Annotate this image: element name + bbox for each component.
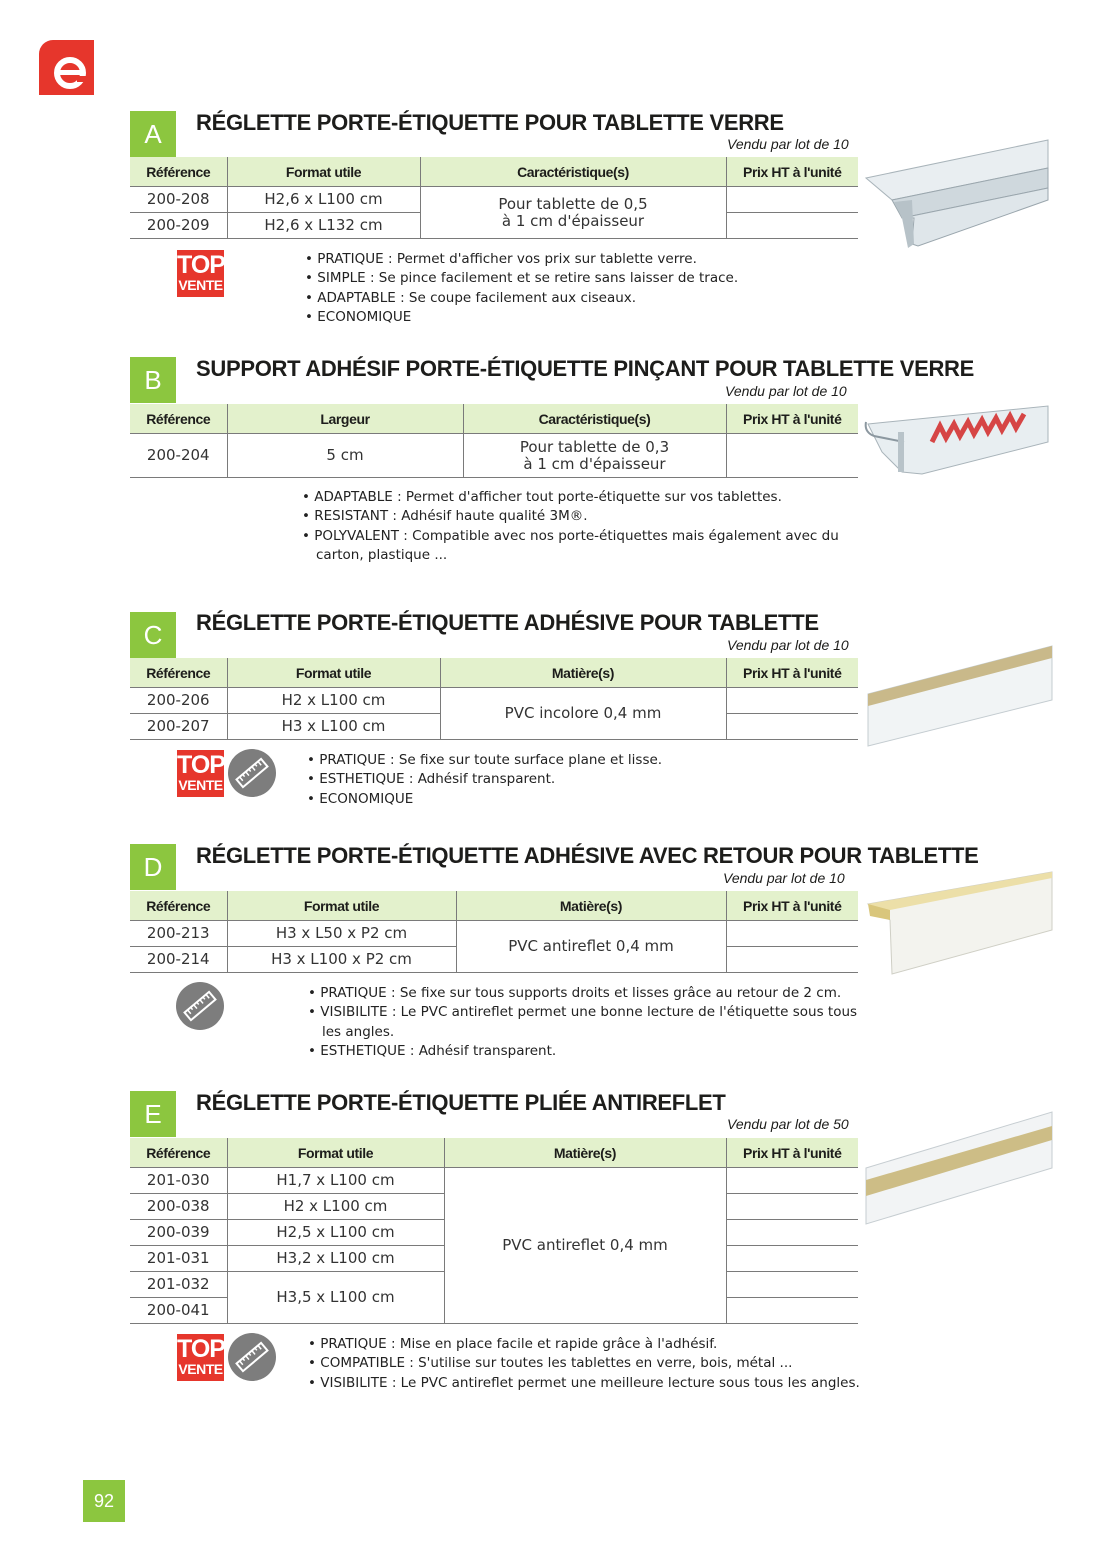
characteristic-cell — [463, 434, 726, 478]
section-e-lot: Vendu par lot de 50 — [727, 1116, 849, 1132]
ref-cell: 200-038 — [130, 1194, 227, 1220]
ref-cell: 200-209 — [130, 213, 227, 239]
section-a-letter: A — [130, 111, 176, 157]
section-a-lot: Vendu par lot de 10 — [727, 136, 849, 152]
characteristic-line: à 1 cm d'épaisseur — [501, 211, 645, 230]
ref-cell: 200-039 — [130, 1220, 227, 1246]
list-item: • ECONOMIQUE — [307, 790, 867, 809]
list-item: • PRATIQUE : Permet d'afficher vos prix sur tablette verre. — [305, 250, 865, 269]
badge-line: TOP — [177, 251, 225, 279]
section-c-letter: C — [130, 612, 176, 658]
table-row — [130, 921, 858, 947]
price-cell — [726, 1220, 858, 1246]
top-vente-badge — [177, 1334, 224, 1381]
format-cell: 5 cm — [227, 434, 463, 478]
badge-line: TOP — [177, 751, 225, 779]
format-cell: H3 x L50 x P2 cm — [227, 921, 456, 947]
price-cell — [726, 1168, 858, 1194]
price-cell — [726, 1246, 858, 1272]
table-row — [130, 434, 858, 478]
list-item: • ECONOMIQUE — [305, 308, 865, 327]
section-d-title: RÉGLETTE PORTE-ÉTIQUETTE ADHÉSIVE AVEC RETOUR POUR TABLETTE — [196, 843, 979, 868]
header-price: Prix HT à l'unité — [726, 157, 858, 187]
table-row — [130, 688, 858, 714]
product-image-b — [862, 402, 1052, 482]
ref-cell: 201-030 — [130, 1168, 227, 1194]
ref-cell: 200-214 — [130, 947, 227, 973]
table-row — [130, 1168, 858, 1194]
characteristic-line: Pour tablette de 0,5 — [498, 194, 648, 213]
list-item: • ESTHETIQUE : Adhésif transparent. — [307, 770, 867, 789]
format-cell: H2 x L100 cm — [227, 1194, 444, 1220]
section-e-table — [130, 1138, 858, 1324]
page-number: 92 — [83, 1480, 125, 1522]
ref-cell: 200-208 — [130, 187, 227, 213]
header-reference: Référence — [130, 658, 227, 688]
section-c-lot: Vendu par lot de 10 — [727, 637, 849, 653]
product-image-c — [866, 642, 1054, 748]
price-cell — [726, 434, 858, 478]
section-b-letter: B — [130, 357, 176, 403]
list-item: • POLYVALENT : Compatible avec nos porte-étiquettes mais également avec du carton, plastique ... — [302, 527, 862, 566]
section-a-bullets — [305, 250, 865, 327]
section-c-table — [130, 658, 858, 740]
section-e-bullets — [308, 1335, 883, 1393]
section-b-bullets — [302, 488, 862, 565]
header-format: Format utile — [227, 658, 440, 688]
header-material: Matière(s) — [456, 891, 726, 921]
format-cell: H2,6 x L132 cm — [227, 213, 420, 239]
header-price: Prix HT à l'unité — [726, 1138, 858, 1168]
header-format: Format utile — [227, 1138, 444, 1168]
section-a-table — [130, 157, 858, 239]
ref-cell: 200-207 — [130, 714, 227, 740]
price-cell — [726, 688, 858, 714]
format-cell: H1,7 x L100 cm — [227, 1168, 444, 1194]
ruler-icon — [228, 749, 276, 797]
section-d-table — [130, 891, 858, 973]
header-width: Largeur — [227, 404, 463, 434]
badge-line: VENTE — [178, 777, 223, 793]
list-item: • RESISTANT : Adhésif haute qualité 3M®. — [302, 507, 862, 526]
header-reference: Référence — [130, 891, 227, 921]
header-material: Matière(s) — [440, 658, 726, 688]
price-cell — [726, 714, 858, 740]
ref-cell: 200-204 — [130, 434, 227, 478]
list-item: • ADAPTABLE : Se coupe facilement aux ciseaux. — [305, 289, 865, 308]
format-cell: H3 x L100 cm — [227, 714, 440, 740]
price-cell — [726, 921, 858, 947]
characteristic-line: à 1 cm d'épaisseur — [523, 454, 666, 473]
ruler-icon — [176, 982, 224, 1030]
list-item: • VISIBILITE : Le PVC antireflet permet une meilleure lecture sous tous les angles. — [308, 1374, 883, 1393]
list-item: • VISIBILITE : Le PVC antireflet permet une bonne lecture de l'étiquette sous tous les angles. — [308, 1003, 873, 1042]
material-cell: PVC incolore 0,4 mm — [440, 688, 726, 740]
price-cell — [726, 187, 858, 213]
product-image-a — [862, 138, 1052, 250]
ref-cell: 201-032 — [130, 1272, 227, 1298]
list-item: • PRATIQUE : Mise en place facile et rapide grâce à l'adhésif. — [308, 1335, 883, 1354]
list-item: • PRATIQUE : Se fixe sur toute surface plane et lisse. — [307, 751, 867, 770]
table-row — [130, 187, 858, 213]
section-a-title: RÉGLETTE PORTE-ÉTIQUETTE POUR TABLETTE VERRE — [196, 110, 784, 135]
price-cell — [726, 947, 858, 973]
price-cell — [726, 1298, 858, 1324]
product-image-e — [864, 1110, 1054, 1226]
format-cell: H3,5 x L100 cm — [227, 1272, 444, 1324]
format-cell: H2 x L100 cm — [227, 688, 440, 714]
header-reference: Référence — [130, 157, 227, 187]
header-reference: Référence — [130, 1138, 227, 1168]
badge-line: VENTE — [178, 277, 223, 293]
section-d-letter: D — [130, 844, 176, 890]
section-c-title: RÉGLETTE PORTE-ÉTIQUETTE ADHÉSIVE POUR TABLETTE — [196, 610, 819, 635]
badge-line: VENTE — [178, 1361, 223, 1377]
header-characteristic: Caractéristique(s) — [420, 157, 726, 187]
ref-cell: 200-041 — [130, 1298, 227, 1324]
header-material: Matière(s) — [444, 1138, 726, 1168]
list-item: • ESTHETIQUE : Adhésif transparent. — [308, 1042, 873, 1061]
header-price: Prix HT à l'unité — [726, 658, 858, 688]
section-c-bullets — [307, 751, 867, 809]
list-item: • ADAPTABLE : Permet d'afficher tout porte-étiquette sur vos tablettes. — [302, 488, 862, 507]
section-e-letter: E — [130, 1091, 176, 1137]
header-format: Format utile — [227, 157, 420, 187]
product-image-d — [864, 870, 1054, 976]
header-format: Format utile — [227, 891, 456, 921]
list-item: • SIMPLE : Se pince facilement et se retire sans laisser de trace. — [305, 269, 865, 288]
material-cell: PVC antireflet 0,4 mm — [444, 1168, 726, 1324]
format-cell: H2,5 x L100 cm — [227, 1220, 444, 1246]
ref-cell: 201-031 — [130, 1246, 227, 1272]
price-cell — [726, 1194, 858, 1220]
price-cell — [726, 1272, 858, 1298]
section-e-title: RÉGLETTE PORTE-ÉTIQUETTE PLIÉE ANTIREFLET — [196, 1090, 726, 1115]
characteristic-line: Pour tablette de 0,3 — [519, 437, 670, 456]
list-item: • PRATIQUE : Se fixe sur tous supports droits et lisses grâce au retour de 2 cm. — [308, 984, 873, 1003]
price-cell — [726, 213, 858, 239]
characteristic-cell — [420, 187, 726, 239]
format-cell: H3 x L100 x P2 cm — [227, 947, 456, 973]
header-price: Prix HT à l'unité — [726, 891, 858, 921]
section-b-table — [130, 404, 858, 478]
section-d-lot: Vendu par lot de 10 — [723, 870, 845, 886]
section-b-lot: Vendu par lot de 10 — [725, 383, 847, 399]
format-cell: H3,2 x L100 cm — [227, 1246, 444, 1272]
e-logo-icon — [39, 40, 94, 95]
material-cell: PVC antireflet 0,4 mm — [456, 921, 726, 973]
header-reference: Référence — [130, 404, 227, 434]
header-price: Prix HT à l'unité — [726, 404, 858, 434]
list-item: • COMPATIBLE : S'utilise sur toutes les tablettes en verre, bois, métal ... — [308, 1354, 883, 1373]
ref-cell: 200-213 — [130, 921, 227, 947]
top-vente-badge — [177, 250, 224, 297]
brand-logo — [39, 40, 94, 95]
header-characteristic: Caractéristique(s) — [463, 404, 726, 434]
top-vente-badge — [177, 750, 224, 797]
badge-line: TOP — [177, 1335, 225, 1363]
format-cell: H2,6 x L100 cm — [227, 187, 420, 213]
ref-cell: 200-206 — [130, 688, 227, 714]
section-d-bullets — [308, 984, 873, 1061]
ruler-icon — [228, 1333, 276, 1381]
section-b-title: SUPPORT ADHÉSIF PORTE-ÉTIQUETTE PINÇANT POUR TABLETTE VERRE — [196, 356, 975, 381]
